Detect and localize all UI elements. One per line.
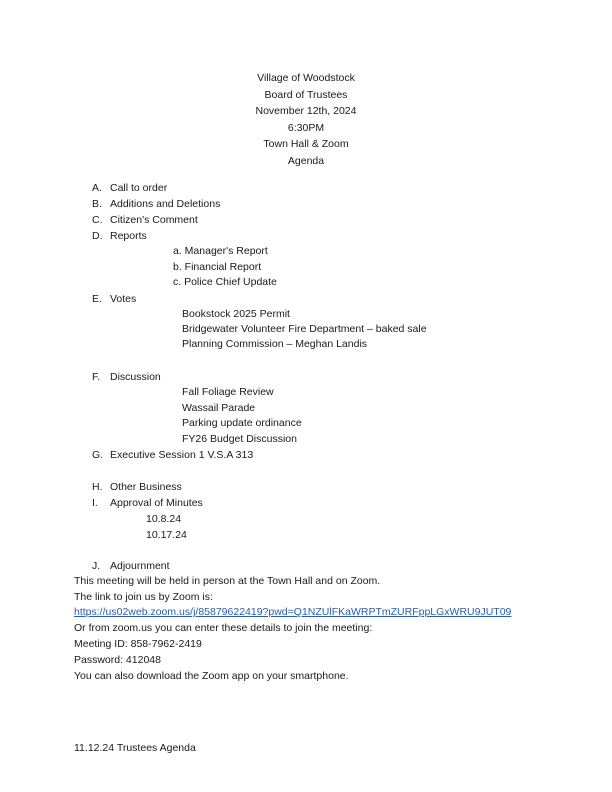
agenda-item-c bbox=[92, 213, 198, 227]
meeting-date: November 12th, 2024 bbox=[255, 105, 357, 117]
discussion-item: Fall Foliage Review bbox=[182, 386, 274, 398]
item-letter: E. bbox=[92, 293, 102, 305]
zoom-link[interactable]: https://us02web.zoom.us/j/85879622419?pwd=Q1NZUlFKaWRPTmZURFppLGxWRU9JUT09 bbox=[74, 606, 512, 618]
footer-label: 11.12.24 Trustees Agenda bbox=[74, 742, 196, 754]
item-letter: A. bbox=[92, 182, 102, 194]
discussion-item: FY26 Budget Discussion bbox=[182, 433, 297, 445]
minutes-date: 10.17.24 bbox=[146, 529, 187, 541]
agenda-item-b bbox=[92, 197, 220, 211]
item-letter: F. bbox=[92, 371, 101, 383]
meeting-time: 6:30PM bbox=[287, 121, 325, 134]
item-letter: I. bbox=[92, 497, 98, 509]
item-letter: H. bbox=[92, 481, 103, 493]
item-label: Citizen's Comment bbox=[110, 214, 198, 226]
discussion-item: Parking update ordinance bbox=[182, 417, 302, 429]
item-letter: D. bbox=[92, 230, 103, 242]
item-letter: G. bbox=[92, 449, 104, 461]
doc-type: Agenda bbox=[287, 154, 325, 167]
item-letter: J. bbox=[92, 560, 101, 572]
meeting-location: Town Hall & Zoom bbox=[263, 138, 349, 150]
meeting-info-line: Or from zoom.us you can enter these details to join the meeting: bbox=[74, 622, 373, 634]
meeting-password: Password: 412048 bbox=[74, 654, 161, 666]
agenda-header bbox=[0, 70, 612, 169]
agenda-item-d bbox=[92, 229, 147, 243]
agenda-item-g bbox=[92, 448, 253, 462]
meeting-info-line: The link to join us by Zoom is: bbox=[74, 591, 213, 603]
item-letter: B. bbox=[92, 198, 102, 210]
item-label: Votes bbox=[110, 293, 137, 305]
org-name: Village of Woodstock bbox=[257, 72, 355, 84]
agenda-item-f bbox=[92, 370, 161, 384]
agenda-item-h bbox=[92, 480, 182, 494]
item-label: Reports bbox=[110, 230, 147, 242]
board-name: Board of Trustees bbox=[264, 88, 348, 101]
report-item: b. Financial Report bbox=[173, 261, 262, 273]
item-label: Additions and Deletions bbox=[110, 198, 221, 210]
item-letter: C. bbox=[92, 214, 103, 226]
meeting-info-line: This meeting will be held in person at the Town Hall and on Zoom. bbox=[74, 575, 381, 587]
agenda-item-j bbox=[92, 559, 170, 573]
vote-item: Bridgewater Volunteer Fire Department – baked sale bbox=[182, 323, 427, 335]
item-label: Executive Session 1 V.S.A 313 bbox=[110, 449, 254, 461]
discussion-item: Wassail Parade bbox=[182, 402, 256, 414]
meeting-id: Meeting ID: 858-7962-2419 bbox=[74, 638, 202, 650]
item-label: Call to order bbox=[110, 182, 168, 194]
vote-item: Planning Commission – Meghan Landis bbox=[182, 338, 368, 350]
vote-item: Bookstock 2025 Permit bbox=[182, 308, 290, 320]
agenda-item-a bbox=[92, 181, 167, 195]
item-label: Approval of Minutes bbox=[110, 497, 203, 509]
meeting-info-line: You can also download the Zoom app on your smartphone. bbox=[74, 670, 349, 682]
item-label: Other Business bbox=[110, 481, 182, 493]
item-label: Adjournment bbox=[110, 560, 170, 572]
agenda-item-e bbox=[92, 292, 136, 306]
minutes-date: 10.8.24 bbox=[146, 513, 182, 525]
report-item: c. Police Chief Update bbox=[173, 276, 277, 288]
agenda-item-i bbox=[92, 496, 203, 510]
item-label: Discussion bbox=[110, 371, 161, 383]
report-item: a. Manager's Report bbox=[173, 245, 268, 257]
